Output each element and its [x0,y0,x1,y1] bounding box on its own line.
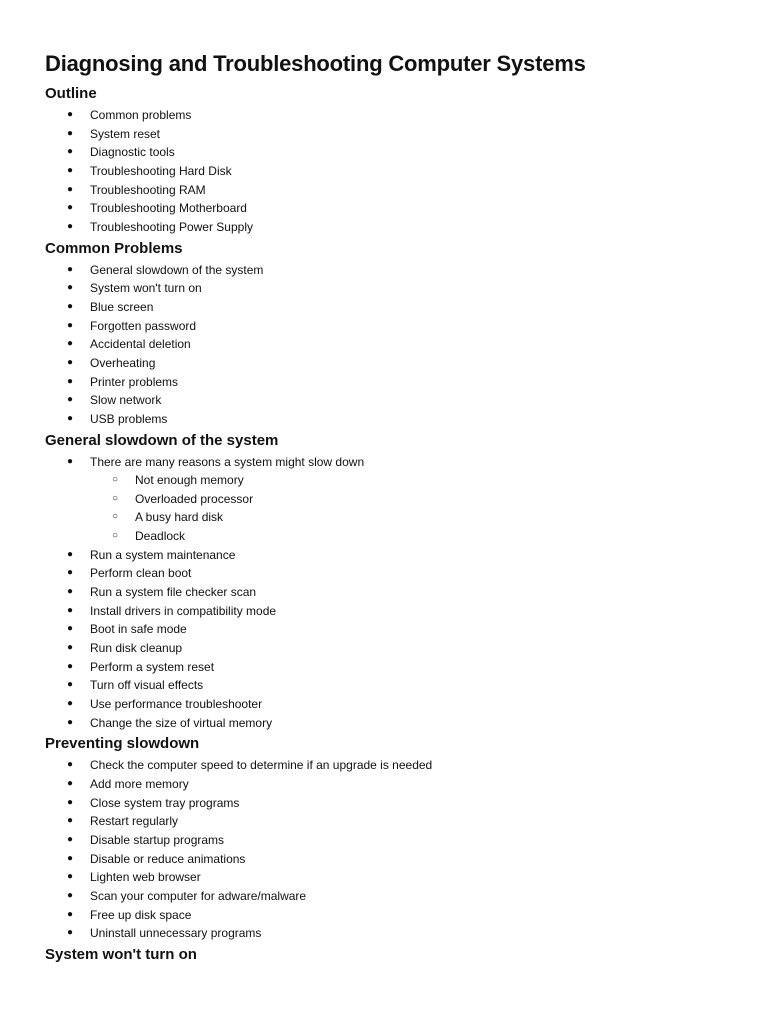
bullet-icon: ● [67,412,74,424]
list-item: ● Turn off visual effects [45,676,735,695]
list-item: ● Common problems [45,106,735,125]
bullet-icon: ● [67,220,74,232]
section-heading-system-wont-turn-on: System won't turn on [45,945,197,963]
bullet-icon: ● [67,927,74,939]
section-heading-common-problems: Common Problems [45,239,183,257]
preventing-slowdown-list [45,756,735,943]
list-item: ● Perform clean boot [45,564,735,583]
bullet-icon: ● [67,338,74,350]
bullet-icon: ● [67,164,74,176]
bullet-icon: ● [67,759,74,771]
sub-list-item: ○ A busy hard disk [90,508,735,527]
sub-list-item: ○ Not enough memory [90,471,735,490]
bullet-icon: ● [67,796,74,808]
bullet-icon: ● [67,263,74,275]
list-item: ● Free up disk space [45,906,735,925]
bullet-icon: ● [67,642,74,654]
bullet-icon: ● [67,567,74,579]
list-item: ● Run a system file checker scan [45,583,735,602]
sub-list-item: ○ Overloaded processor [90,490,735,509]
common-problems-list [45,261,735,429]
sub-list-item: ○ Deadlock [90,527,735,546]
list-item: ● Troubleshooting Motherboard [45,199,735,218]
list-item: ● Install drivers in compatibility mode [45,602,735,621]
bullet-icon: ● [67,375,74,387]
list-item: ● Disable startup programs [45,831,735,850]
bullet-icon: ● [67,604,74,616]
circle-bullet-icon: ○ [112,511,119,523]
bullet-icon: ● [67,455,74,467]
bullet-icon: ● [67,679,74,691]
list-item: ● Close system tray programs [45,794,735,813]
list-item: ● Check the computer speed to determine if an upgrade is needed [45,756,735,775]
section-heading-preventing-slowdown: Preventing slowdown [45,735,200,753]
list-item: ● Printer problems [45,373,735,392]
list-item: ● System reset [45,125,735,144]
bullet-icon: ● [67,623,74,635]
list-item: ● Restart regularly [45,812,735,831]
list-item: ● Run disk cleanup [45,639,735,658]
list-item: ● There are many reasons a system might slow down ○ Not enough memory ○ Overloaded processor ○ A busy hard disk ○ Deadlock [45,453,735,546]
bullet-icon: ● [67,202,74,214]
bullet-icon: ● [67,586,74,598]
slowdown-reasons-list [90,471,735,546]
bullet-icon: ● [67,716,74,728]
list-item: ● Lighten web browser [45,868,735,887]
bullet-icon: ● [67,146,74,158]
list-item: ● Use performance troubleshooter [45,695,735,714]
bullet-icon: ● [67,127,74,139]
list-item: ● Forgotten password [45,317,735,336]
bullet-icon: ● [67,815,74,827]
circle-bullet-icon: ○ [112,474,119,486]
bullet-icon: ● [67,778,74,789]
list-item: ● Accidental deletion [45,335,735,354]
bullet-icon: ● [67,282,74,294]
list-item: ● General slowdown of the system [45,261,735,280]
list-item: ● Diagnostic tools [45,143,735,162]
bullet-icon: ● [67,852,74,864]
list-item: ● Perform a system reset [45,658,735,677]
bullet-icon: ● [67,319,74,331]
outline-list [45,106,735,237]
list-item: ● Slow network [45,391,735,410]
list-item: ● Troubleshooting Power Supply [45,218,735,237]
list-item: ● Troubleshooting Hard Disk [45,162,735,181]
list-item: ● System won't turn on [45,279,735,298]
document-title: Diagnosing and Troubleshooting Computer Systems [45,51,586,76]
list-item: ● Add more memory [45,775,735,794]
document-page [45,50,735,967]
list-item: ● Run a system maintenance [45,546,735,565]
list-item: ● Boot in safe mode [45,620,735,639]
bullet-icon: ● [67,109,74,120]
list-item: ● Troubleshooting RAM [45,181,735,200]
bullet-icon: ● [67,300,74,312]
bullet-icon: ● [67,183,74,195]
list-item: ● USB problems [45,410,735,429]
circle-bullet-icon: ○ [112,530,119,542]
bullet-icon: ● [67,871,74,883]
bullet-icon: ● [67,908,74,920]
bullet-icon: ● [67,833,74,845]
list-item: ● Change the size of virtual memory [45,714,735,733]
bullet-icon: ● [67,698,74,710]
bullet-icon: ● [67,356,74,368]
list-item: ● Disable or reduce animations [45,850,735,869]
list-item: ● Overheating [45,354,735,373]
section-heading-general-slowdown: General slowdown of the system [45,431,279,449]
general-slowdown-list [45,453,735,733]
list-item: ● Scan your computer for adware/malware [45,887,735,906]
list-item: ● Blue screen [45,298,735,317]
circle-bullet-icon: ○ [112,492,119,504]
bullet-icon: ● [67,660,74,672]
bullet-icon: ● [67,548,74,560]
bullet-icon: ● [67,889,74,901]
section-heading-outline: Outline [45,85,97,102]
list-item: ● Uninstall unnecessary programs [45,924,735,943]
bullet-icon: ● [67,394,74,406]
